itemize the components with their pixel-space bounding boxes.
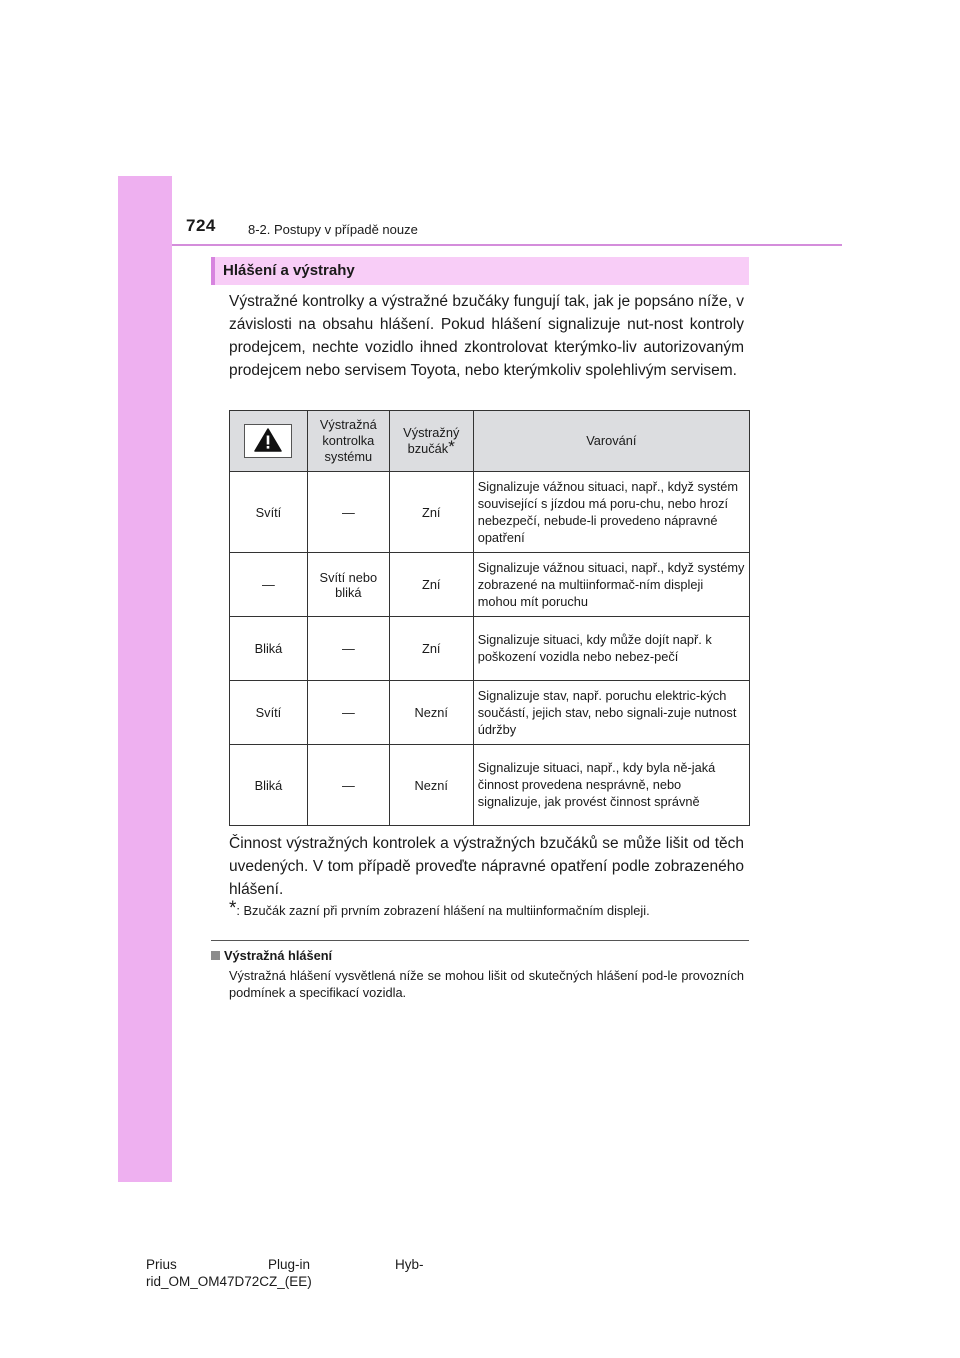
table-row <box>230 553 750 617</box>
section-heading <box>211 257 749 285</box>
section-title: 8-2. Postupy v případě nouze <box>248 222 418 237</box>
cell-buzzer-state: Zní <box>389 553 473 617</box>
header-buzzer-label: Výstražný bzučák <box>403 425 460 456</box>
page-number: 724 <box>186 216 216 235</box>
footnote <box>229 898 650 919</box>
square-bullet-icon <box>211 951 220 960</box>
cell-buzzer-state: Nezní <box>389 681 473 745</box>
header-buzzer <box>389 411 473 472</box>
cell-lamp-state: — <box>307 681 389 745</box>
cell-icon-state: Svítí <box>230 681 308 745</box>
subsection-title: Výstražná hlášení <box>224 948 333 963</box>
cell-buzzer-state: Nezní <box>389 745 473 826</box>
heading-accent-bar <box>211 257 215 285</box>
footer-part-3: Hyb- <box>395 1257 424 1272</box>
subsection-heading <box>211 948 332 963</box>
cell-icon-state: Bliká <box>230 617 308 681</box>
subsection-divider <box>211 940 749 941</box>
table-row <box>230 745 750 826</box>
cell-lamp-state: — <box>307 617 389 681</box>
cell-buzzer-state: Zní <box>389 617 473 681</box>
subsection-text: Výstražná hlášení vysvětlená níže se mohou lišit od skutečných hlášení pod-le provozních podmínek a specifikací vozidla. <box>229 968 744 1000</box>
cell-buzzer-state: Zní <box>389 472 473 553</box>
page-footer <box>146 1256 424 1290</box>
warning-table <box>229 410 750 826</box>
cell-lamp-state: — <box>307 745 389 826</box>
chapter-sidebar-tab <box>118 176 172 1182</box>
cell-warning-desc: Signalizuje vážnou situaci, např., když systém související s jízdou má poru-chu, nebo hrozí nebezpečí, nebude-li provedeno nápravné opatření <box>473 472 749 553</box>
cell-icon-state: Svítí <box>230 472 308 553</box>
footnote-star: * <box>229 898 237 919</box>
cell-warning-desc: Signalizuje vážnou situaci, např., když systémy zobrazené na multiinformač-ním displeji mohou mít poruchu <box>473 553 749 617</box>
intro-paragraph: Výstražné kontrolky a výstražné bzučáky fungují tak, jak je popsáno níže, v závislosti na obsahu hlášení. Pokud hlášení signalizuje nut-nost kontroly prodejcem, nechte vozidlo ihned zkontrolovat kterýmko-liv autorizovaným prodejcem nebo servisem Toyota, nebo kterýmkoliv spolehlivým servisem. <box>229 293 744 379</box>
cell-warning-desc: Signalizuje stav, např. poruchu elektric-kých součástí, jejich stav, nebo signali-zuje nutnost údržby <box>473 681 749 745</box>
table-row <box>230 472 750 553</box>
cell-lamp-state: Svítí nebo bliká <box>307 553 389 617</box>
cell-icon-state: Bliká <box>230 745 308 826</box>
section-heading-text: Hlášení a výstrahy <box>223 262 355 279</box>
footer-part-1: Prius <box>146 1257 177 1272</box>
header-warning: Varování <box>473 411 749 472</box>
warning-triangle-icon <box>244 424 292 458</box>
cell-icon-state: — <box>230 553 308 617</box>
table-row <box>230 617 750 681</box>
footer-line-2: rid_OM_OM47D72CZ_(EE) <box>146 1274 312 1289</box>
footnote-text: : Bzučák zazní při prvním zobrazení hlášení na multiinformačním displeji. <box>236 903 650 918</box>
table-header-row <box>230 411 750 472</box>
header-icon-cell <box>230 411 308 472</box>
footer-part-2: Plug-in <box>268 1257 311 1272</box>
footer-line-1 <box>146 1256 424 1273</box>
header-lamp: Výstražná kontrolka systému <box>307 411 389 472</box>
cell-warning-desc: Signalizuje situaci, např., kdy byla ně-jaká činnost provedena nesprávně, nebo signalizuje, jak provést činnost správně <box>473 745 749 826</box>
cell-lamp-state: — <box>307 472 389 553</box>
table-row <box>230 681 750 745</box>
header-divider <box>172 244 842 246</box>
after-table-paragraph: Činnost výstražných kontrolek a výstražných bzučáků se může lišit od těch uvedených. V tom případě proveďte nápravné opatření podle zobrazeného hlášení. <box>229 835 744 898</box>
cell-warning-desc: Signalizuje situaci, kdy může dojít např. k poškození vozidla nebo nebez-pečí <box>473 617 749 681</box>
header-buzzer-footnote-mark: * <box>448 437 455 456</box>
